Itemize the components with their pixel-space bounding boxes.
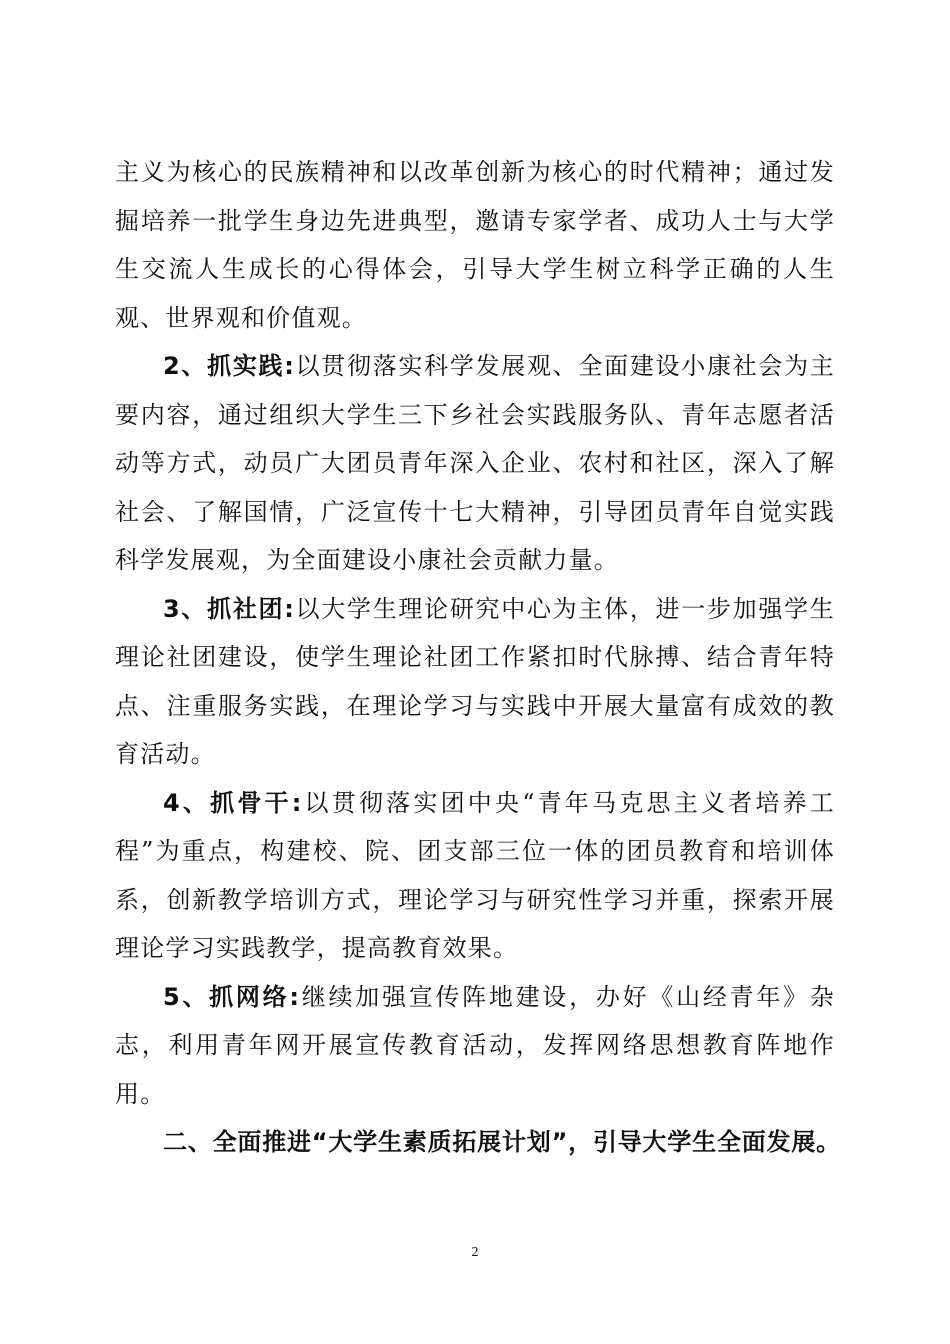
paragraph-text: 主义为核心的民族精神和以改革创新为核心的时代精神；通过发掘培养一批学生身边先进典型，邀请专家学者、成功人士与大学生交流人生成长的心得体会，引导大学生树立科学正确的人生观、世界观和价值观。 [115, 158, 835, 332]
paragraph-practice [115, 342, 835, 585]
paragraph-text: 以贯彻落实团中央“青年马克思主义者培养工程”为重点，构建校、院、团支部三位一体的团员教育和培训体系，创新教学培训方式，理论学习与研究性学习并重，探索开展理论学习实践教学，提高教育效果。 [115, 788, 835, 962]
paragraph-text: 以大学生理论研究中心为主体，进一步加强学生理论社团建设，使学生理论社团工作紧扣时代脉搏、结合青年特点、注重服务实践，在理论学习与实践中开展大量富有成效的教育活动。 [115, 594, 836, 768]
page-body [115, 148, 841, 1167]
paragraph-network [115, 973, 835, 1119]
paragraph-continuation [115, 148, 835, 342]
paragraph-lead: 5、抓网络: [163, 982, 301, 1011]
paragraph-backbone [115, 779, 835, 973]
paragraph-lead: 4、抓骨干: [163, 788, 303, 817]
page-number: 2 [471, 1245, 479, 1260]
paragraph-lead: 2、抓实践: [163, 352, 296, 380]
section-heading: 二、全面推进“大学生素质拓展计划”，引导大学生全面发展。 [163, 1128, 841, 1156]
paragraph-text: 继续加强宣传阵地建设，办好《山经青年》杂志，利用青年网开展宣传教育活动，发挥网络思想教育阵地作用。 [115, 982, 836, 1108]
paragraph-clubs [115, 585, 835, 779]
paragraph-text: 以贯彻落实科学发展观、全面建设小康社会为主要内容，通过组织大学生三下乡社会实践服务队、青年志愿者活动等方式，动员广大团员青年深入企业、农村和社区，深入了解社会、了解国情，广泛宣传十七大精神，引导团员青年自觉实践科学发展观，为全面建设小康社会贡献力量。 [115, 352, 836, 574]
paragraph-lead: 3、抓社团: [163, 594, 296, 623]
